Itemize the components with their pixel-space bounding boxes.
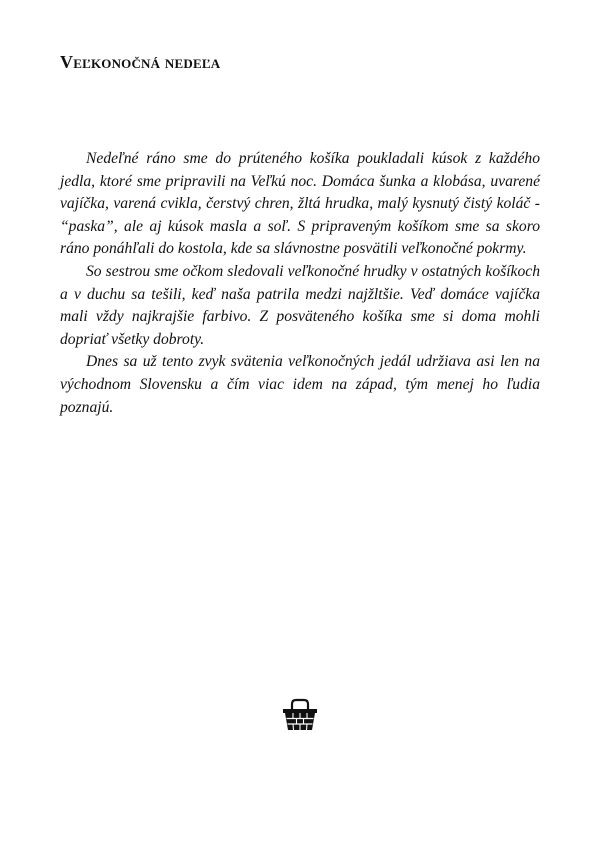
body-text [60,148,540,419]
page-title: Veľkonočná nedeľa [60,52,221,72]
paragraph-3: Dnes sa už tento zvyk svätenia veľkonočných jedál udržiava asi len na východnom Slovensku a čím viac idem na západ, tým menej ho ľudia poznajú. [60,353,540,416]
basket-icon [282,698,318,732]
paragraph-2: So sestrou sme očkom sledovali veľkonočné hrudky v ostatných košíkoch a v duchu sa tešili, keď naša patrila medzi najžltšie. Veď domáce vajíčka mali vždy najkrajšie farbivo. Z posväteného košíka sme si doma mohli dopriať všetky dobroty. [60,262,540,348]
paragraph-1: Nedeľné ráno sme do prúteného košíka poukladali kúsok z každého jedla, ktoré sme pripravili na Veľkú noc. Domáca šunka a klobása, uvarené vajíčka, varená cvikla, čerstvý chren, žltá hrudka, malý kysnutý čistý koláč - “paska”, ale aj kúsok masla a soľ. S pripraveným košíkom sme sa skoro ráno ponáhľali do kostola, kde sa slávnostne posvätili veľkonočné pokrmy. [60,150,540,258]
